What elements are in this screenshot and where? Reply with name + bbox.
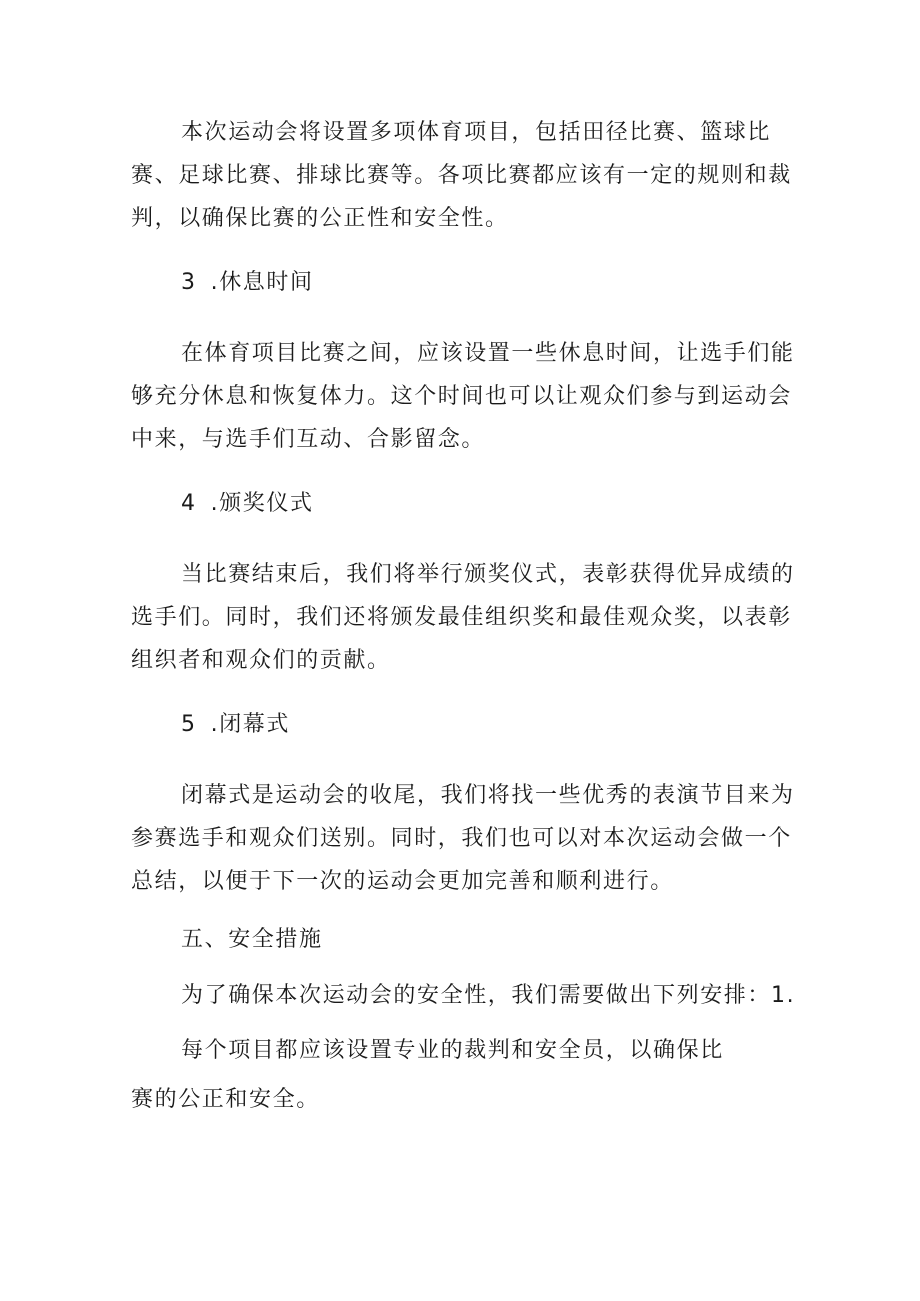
paragraph-safety-item-line2: 赛的公正和安全。 xyxy=(131,1087,320,1112)
paragraph-safety-intro: 为了确保本次运动会的安全性，我们需要做出下列安排：1. xyxy=(181,983,796,1008)
heading-number: 4 xyxy=(181,491,197,516)
section-heading-safety: 五、安全措施 xyxy=(181,927,323,952)
heading-text: .休息时间 xyxy=(210,270,314,295)
paragraph-award-ceremony: 当比赛结束后，我们将举行颁奖仪式，表彰获得优异成绩的选手们。同时，我们还将颁发最佳组织奖和最佳观众奖，以表彰组织者和观众们的贡献。 xyxy=(131,562,795,673)
heading-number: 5 xyxy=(181,712,197,737)
paragraph-sports-events: 本次运动会将设置多项体育项目，包括田径比赛、篮球比赛、足球比赛、排球比赛等。各项比赛都应该有一定的规则和裁判，以确保比赛的公正性和安全性。 xyxy=(131,120,792,231)
heading-text: .闭幕式 xyxy=(210,712,291,737)
heading-text: .颁奖仪式 xyxy=(210,491,314,516)
paragraph-safety-item-line1: 每个项目都应该设置专业的裁判和安全员，以确保比 xyxy=(181,1038,724,1063)
heading-closing-ceremony xyxy=(181,710,290,740)
heading-rest-time xyxy=(181,268,314,298)
heading-award-ceremony xyxy=(181,489,314,519)
paragraph-closing-ceremony: 闭幕式是运动会的收尾，我们将找一些优秀的表演节目来为参赛选手和观众们送别。同时，我们也可以对本次运动会做一个总结，以便于下一次的运动会更加完善和顺利进行。 xyxy=(131,783,795,894)
heading-number: 3 xyxy=(181,270,197,295)
paragraph-rest-time: 在体育项目比赛之间，应该设置一些休息时间，让选手们能够充分休息和恢复体力。这个时间也可以让观众们参与到运动会中来，与选手们互动、合影留念。 xyxy=(131,341,795,452)
